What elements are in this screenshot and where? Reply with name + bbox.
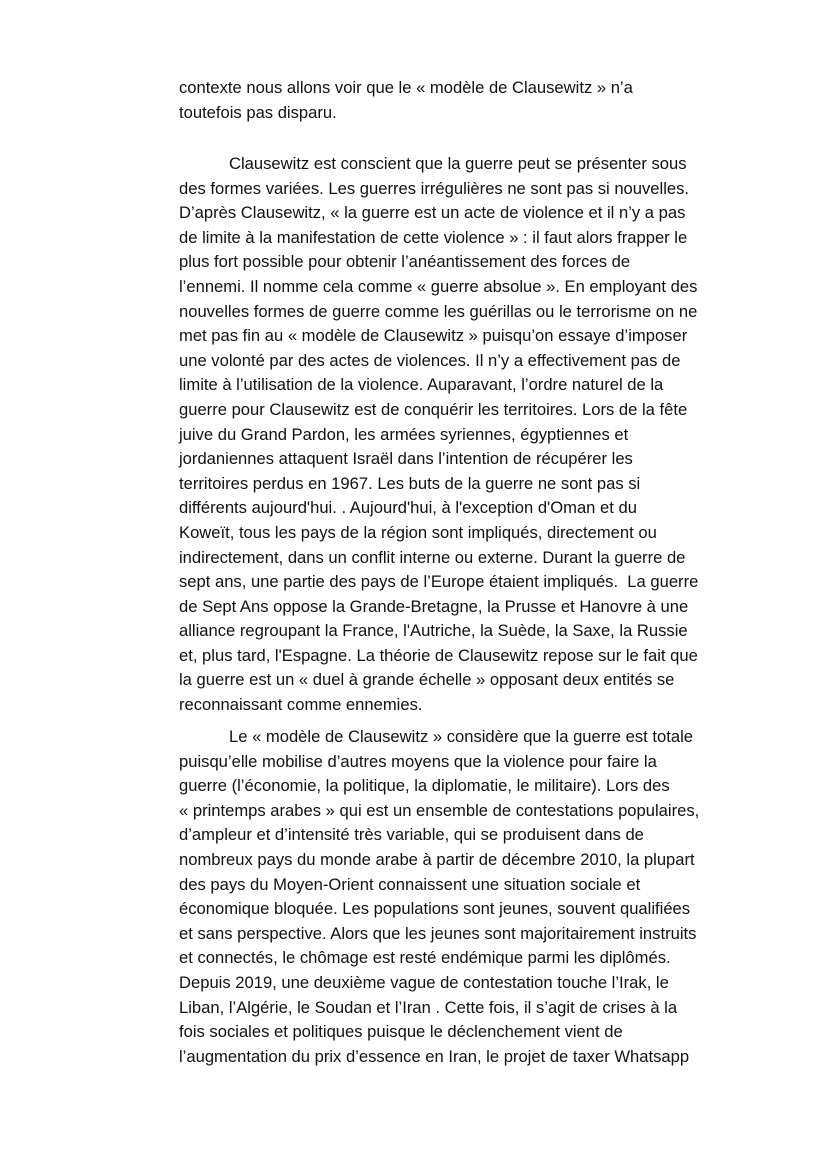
text-line: et connectés, le chômage est resté endémique parmi les diplômés. bbox=[179, 948, 671, 968]
text-line: des formes variées. Les guerres irrégulières ne sont pas si nouvelles. bbox=[179, 178, 690, 198]
text-line: l’ennemi. Il nomme cela comme « guerre absolue ». En employant des bbox=[179, 276, 698, 296]
text-line: guerre (l’économie, la politique, la diplomatie, le militaire). Lors des bbox=[179, 776, 670, 796]
text-line: puisqu’elle mobilise d’autres moyens que la violence pour faire la bbox=[179, 751, 657, 771]
text-line: l’augmentation du prix d’essence en Iran, le projet de taxer Whatsapp bbox=[179, 1046, 690, 1066]
text-line: différents aujourd'hui. . Aujourd'hui, à l'exception d'Oman et du bbox=[179, 498, 637, 518]
text-line: nouvelles formes de guerre comme les guérillas ou le terrorisme on ne bbox=[179, 301, 698, 321]
text-line: met pas fin au « modèle de Clausewitz » puisqu’on essaye d’imposer bbox=[179, 326, 688, 346]
text-line: Clausewitz est conscient que la guerre peut se présenter sous bbox=[229, 154, 687, 173]
text-line: plus fort possible pour obtenir l’anéantissement des forces de bbox=[179, 252, 631, 272]
text-line: limite à l’utilisation de la violence. Auparavant, l’ordre naturel de la bbox=[179, 375, 664, 395]
text-line: la guerre est un « duel à grande échelle » opposant deux entités se bbox=[179, 670, 675, 690]
text-line: nombreux pays du monde arabe à partir de décembre 2010, la plupart bbox=[179, 849, 695, 869]
text-line: reconnaissant comme ennemies. bbox=[179, 695, 423, 715]
text-line: « printemps arabes » qui est un ensemble de contestations populaires, bbox=[179, 800, 700, 820]
text-line: fois sociales et politiques puisque le déclenchement vient de bbox=[179, 1022, 623, 1042]
text-line: Le « modèle de Clausewitz » considère que la guerre est totale bbox=[229, 727, 693, 746]
text-line: contexte nous allons voir que le « modèle de Clausewitz » n’a bbox=[179, 78, 633, 97]
text-line: indirectement, dans un conflit interne ou externe. Durant la guerre de bbox=[179, 547, 686, 567]
text-line: et sans perspective. Alors que les jeunes sont majoritairement instruits bbox=[179, 923, 697, 943]
text-line: toutefois pas disparu. bbox=[179, 102, 337, 122]
intro-paragraph bbox=[179, 76, 759, 125]
paragraph-clausewitz-violence bbox=[179, 152, 759, 718]
text-line: et, plus tard, l'Espagne. La théorie de Clausewitz repose sur le fait que bbox=[179, 645, 698, 665]
text-line: de Sept Ans oppose la Grande-Bretagne, la Prusse et Hanovre à une bbox=[179, 596, 689, 616]
text-line: guerre pour Clausewitz est de conquérir les territoires. Lors de la fête bbox=[179, 399, 688, 419]
text-line: d’ampleur et d’intensité très variable, qui se produisent dans de bbox=[179, 825, 644, 845]
text-line: juive du Grand Pardon, les armées syriennes, égyptiennes et bbox=[179, 424, 629, 444]
text-line: Koweït, tous les pays de la région sont impliqués, directement ou bbox=[179, 522, 657, 542]
text-line: Depuis 2019, une deuxième vague de contestation touche l’Irak, le bbox=[179, 972, 669, 992]
text-line: des pays du Moyen-Orient connaissent une situation sociale et bbox=[179, 874, 641, 894]
text-line: D’après Clausewitz, « la guerre est un acte de violence et il n’y a pas bbox=[179, 203, 686, 223]
text-line: une volonté par des actes de violences. Il n’y a effectivement pas de bbox=[179, 350, 681, 370]
text-line: alliance regroupant la France, l'Autriche, la Suède, la Saxe, la Russie bbox=[179, 621, 688, 641]
text-line: jordaniennes attaquent Israël dans l’intention de récupérer les bbox=[179, 449, 633, 469]
text-line: économique bloquée. Les populations sont jeunes, souvent qualifiées bbox=[179, 899, 691, 919]
text-line: Liban, l’Algérie, le Soudan et l’Iran . Cette fois, il s’agit de crises à la bbox=[179, 997, 678, 1017]
paragraph-guerre-totale bbox=[179, 725, 759, 1069]
text-line: de limite à la manifestation de cette violence » : il faut alors frapper le bbox=[179, 227, 688, 247]
text-line: territoires perdus en 1967. Les buts de la guerre ne sont pas si bbox=[179, 473, 641, 493]
text-line: sept ans, une partie des pays de l’Europe étaient impliqués. La guerre bbox=[179, 572, 699, 592]
